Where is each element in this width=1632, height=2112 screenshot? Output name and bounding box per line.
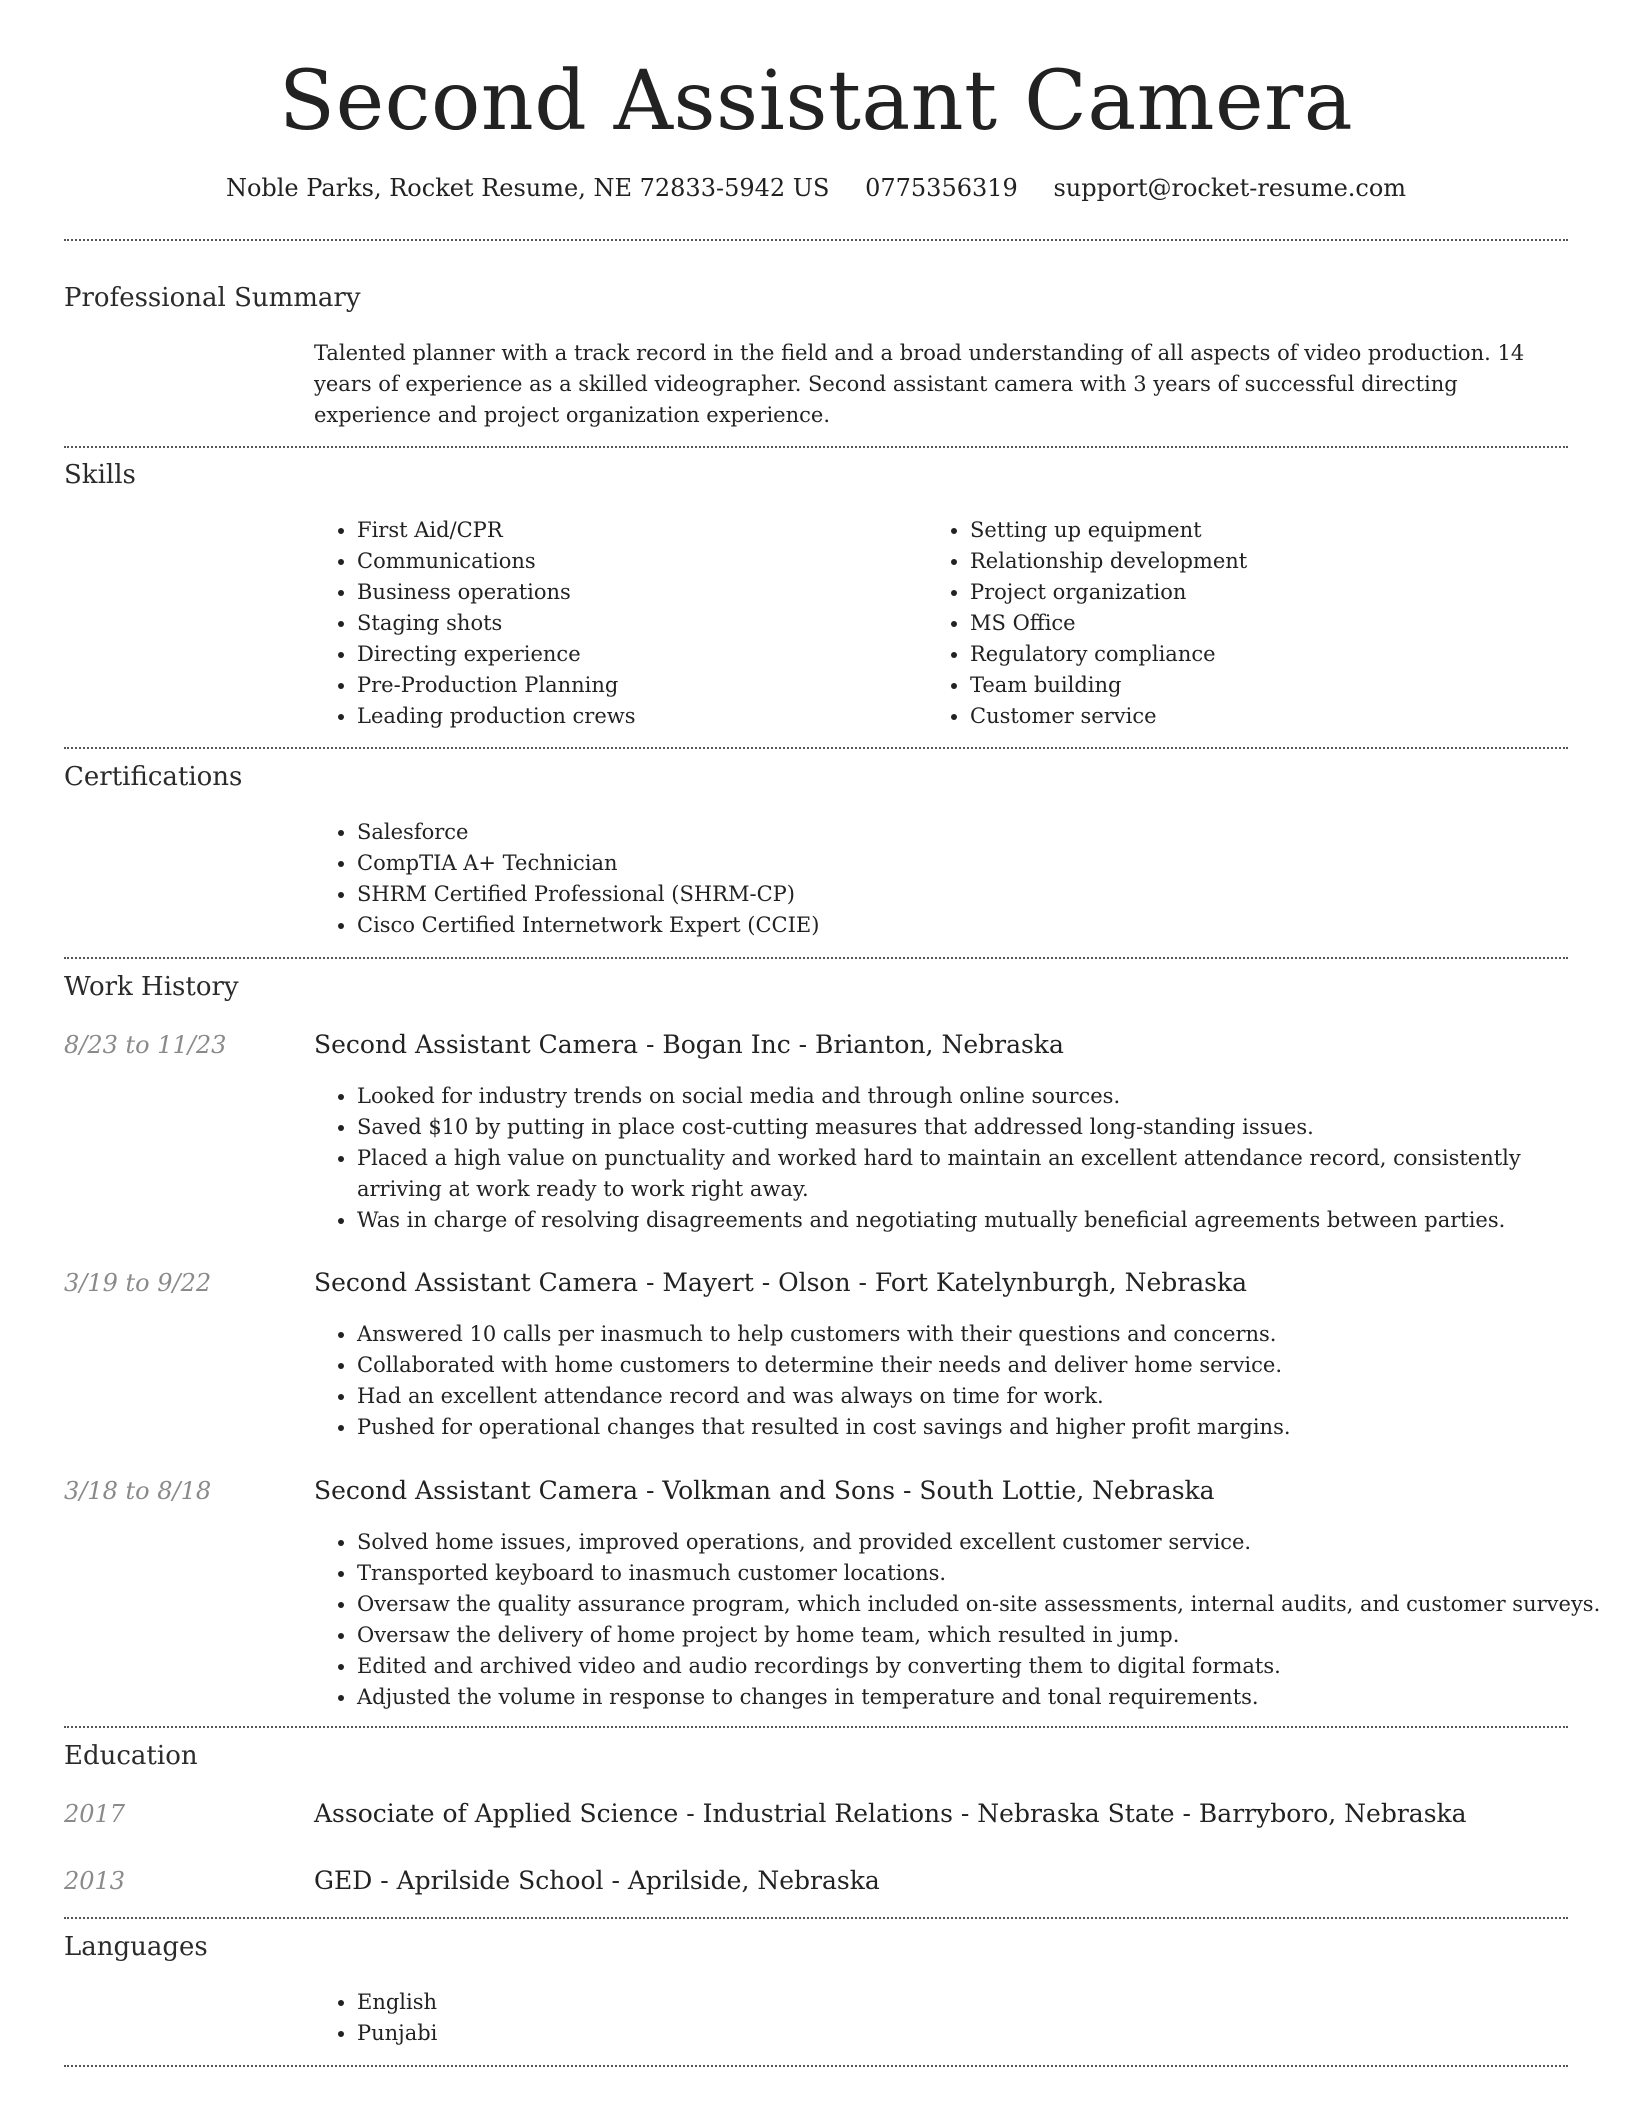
resume-name: Second Assistant Camera (278, 54, 1354, 149)
contact-phone: 0775356319 (865, 174, 1018, 202)
job-heading: Second Assistant Camera - Bogan Inc - Brianton, Nebraska (314, 1030, 1064, 1059)
list-item: • Collaborated with home customers to determine their needs and deliver home service. (357, 1350, 1607, 1381)
list-item: • Pushed for operational changes that resulted in cost savings and higher profit margins. (357, 1412, 1607, 1443)
list-item: • Staging shots (357, 608, 917, 639)
section-title-languages: Languages (64, 1932, 208, 1962)
job-bullets (314, 1081, 1607, 1236)
certifications-list (314, 817, 1557, 941)
list-item: • Directing experience (357, 639, 917, 670)
list-item: • Answered 10 calls per inasmuch to help customers with their questions and concerns. (357, 1319, 1607, 1350)
contact-address: Noble Parks, Rocket Resume, NE 72833-5942 US (225, 174, 830, 202)
list-item: • Cisco Certified Internetwork Expert (CCIE) (357, 910, 1557, 941)
job-dates: 3/18 to 8/18 (64, 1477, 212, 1505)
section-title-summary: Professional Summary (64, 283, 361, 313)
list-item: • Adjusted the volume in response to changes in temperature and tonal requirements. (357, 1682, 1607, 1713)
list-item: • Project organization (970, 577, 1570, 608)
list-item: • Edited and archived video and audio recordings by converting them to digital formats. (357, 1651, 1607, 1682)
list-item: • Pre-Production Planning (357, 670, 917, 701)
section-title-work-history: Work History (64, 972, 239, 1002)
summary-text: Talented planner with a track record in the field and a broad understanding of all aspects of video production. 14 years of experience as a skilled videographer. Second assistant camera with 3 years of successful directing experience and project organization experience. (314, 341, 1525, 427)
list-item: • Placed a high value on punctuality and worked hard to maintain an excellent attendance record, consistently arriving at work ready to work right away. (357, 1143, 1607, 1205)
job-dates: 3/19 to 9/22 (64, 1269, 212, 1297)
list-item: • Salesforce (357, 817, 1557, 848)
list-item: • Leading production crews (357, 701, 917, 732)
job-heading: Second Assistant Camera - Volkman and Sons - South Lottie, Nebraska (314, 1476, 1215, 1505)
education-year: 2017 (64, 1800, 126, 1828)
education-year: 2013 (64, 1867, 126, 1895)
section-title-certifications: Certifications (64, 762, 243, 792)
section-divider (64, 957, 1568, 959)
education-entry: Associate of Applied Science - Industrial Relations - Nebraska State - Barryboro, Nebraska (314, 1799, 1467, 1828)
list-item: • First Aid/CPR (357, 515, 917, 546)
contact-email: support@rocket-resume.com (1053, 174, 1407, 202)
section-title-skills: Skills (64, 460, 136, 490)
list-item: • Communications (357, 546, 917, 577)
section-divider (64, 2065, 1568, 2067)
list-item: • Oversaw the quality assurance program, which included on-site assessments, internal audits, and customer surveys. (357, 1589, 1607, 1620)
list-item: • Business operations (357, 577, 917, 608)
list-item: • Regulatory compliance (970, 639, 1570, 670)
list-item: • Customer service (970, 701, 1570, 732)
section-divider (64, 1726, 1568, 1728)
section-divider (64, 239, 1568, 241)
education-entry: GED - Aprilside School - Aprilside, Nebraska (314, 1866, 880, 1895)
job-dates: 8/23 to 11/23 (64, 1031, 227, 1059)
list-item: • Had an excellent attendance record and was always on time for work. (357, 1381, 1607, 1412)
job-bullets (314, 1527, 1607, 1713)
section-title-education: Education (64, 1741, 198, 1771)
contact-line (0, 168, 1632, 208)
list-item: • Team building (970, 670, 1570, 701)
list-item: • Transported keyboard to inasmuch customer locations. (357, 1558, 1607, 1589)
skills-list-left (314, 515, 917, 732)
job-heading: Second Assistant Camera - Mayert - Olson - Fort Katelynburgh, Nebraska (314, 1268, 1247, 1297)
list-item: • Was in charge of resolving disagreements and negotiating mutually beneficial agreements between parties. (357, 1205, 1607, 1236)
languages-list (314, 1987, 957, 2049)
list-item: • English (357, 1987, 957, 2018)
skills-list-right (927, 515, 1570, 732)
section-divider (64, 1917, 1568, 1919)
list-item: • Oversaw the delivery of home project by home team, which resulted in jump. (357, 1620, 1607, 1651)
list-item: • MS Office (970, 608, 1570, 639)
job-bullets (314, 1319, 1607, 1443)
list-item: • Saved $10 by putting in place cost-cutting measures that addressed long-standing issues. (357, 1112, 1607, 1143)
list-item: • Setting up equipment (970, 515, 1570, 546)
list-item: • Relationship development (970, 546, 1570, 577)
section-divider (64, 446, 1568, 448)
list-item: • Solved home issues, improved operations, and provided excellent customer service. (357, 1527, 1607, 1558)
list-item: • CompTIA A+ Technician (357, 848, 1557, 879)
list-item: • Looked for industry trends on social media and through online sources. (357, 1081, 1607, 1112)
list-item: • SHRM Certified Professional (SHRM-CP) (357, 879, 1557, 910)
section-divider (64, 747, 1568, 749)
list-item: • Punjabi (357, 2018, 957, 2049)
